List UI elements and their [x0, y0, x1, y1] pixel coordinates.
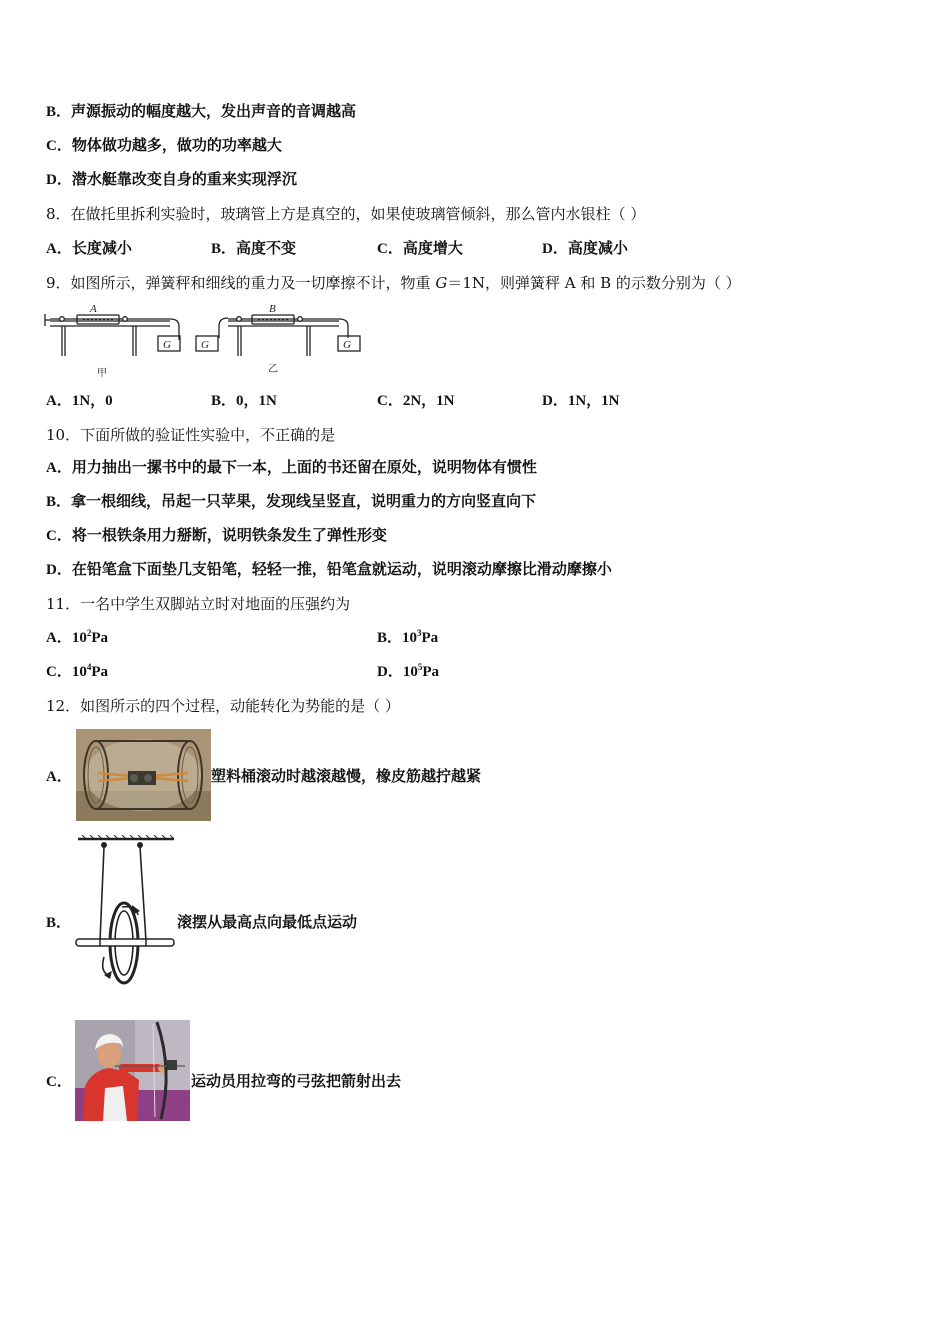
weight-g-label-1: G	[163, 339, 171, 351]
q10-stem: 10．下面所做的验证性实验中，不正确的是	[46, 426, 336, 444]
q9-option-d: D．1N，1N	[542, 393, 620, 409]
figure-yi-label: 乙	[268, 364, 278, 375]
q12-option-b-label: B．	[46, 915, 72, 931]
q9-option-b: B．0，1N	[211, 393, 277, 409]
q8-option-a: A．长度减小	[46, 241, 132, 257]
q10-option-c: C．将一根铁条用力掰断，说明铁条发生了弹性形变	[46, 528, 387, 544]
q8-option-b: B．高度不变	[211, 241, 297, 257]
scale-a-label: A	[90, 304, 97, 315]
q11-option-d: D．$10^5Pa$	[377, 662, 440, 680]
weight-g-label-2: G	[201, 339, 209, 351]
archer-image	[75, 1020, 190, 1121]
q11-option-a: A．$10^2Pa$	[46, 628, 109, 646]
q12-stem: 12．如图所示的四个过程，动能转化为势能的是（ ）	[46, 697, 400, 715]
rolling-bucket-image	[76, 729, 211, 821]
q12-option-a-text: 塑料桶滚动时越滚越慢，橡皮筋越拧越紧	[211, 769, 482, 785]
q12-option-b-text: 滚摆从最高点向最低点运动	[177, 915, 358, 931]
rolling-pendulum-image	[74, 835, 178, 987]
figure-jia-label: 甲	[97, 368, 107, 379]
weight-g-label-3: G	[343, 339, 351, 351]
q12-option-a-label: A．	[46, 769, 72, 785]
scale-b-label: B	[269, 304, 276, 315]
q8-option-c: C．高度增大	[377, 241, 463, 257]
q7-option-b: B．声源振动的幅度越大，发出声音的音调越高	[46, 104, 357, 120]
q7-option-d: D．潜水艇靠改变自身的重来实现浮沉	[46, 172, 297, 188]
q8-stem: 8．在做托里拆利实验时，玻璃管上方是真空的，如果使玻璃管倾斜，那么管内水银柱（ ）	[46, 205, 646, 223]
q9-option-a: A．1N，0	[46, 393, 113, 409]
spring-scale-figure	[42, 304, 372, 380]
q12-option-c-label: C．	[46, 1074, 72, 1090]
q11-option-c: C．$10^4Pa$	[46, 662, 109, 680]
q7-option-c: C．物体做功越多，做功的功率越大	[46, 138, 282, 154]
q10-option-d: D．在铅笔盒下面垫几支铅笔，轻轻一推，铅笔盒就运动，说明滚动摩擦比滑动摩擦小	[46, 562, 612, 578]
q11-option-b: B．$10^3Pa$	[377, 628, 439, 646]
q9-stem-var: G	[435, 274, 448, 292]
q9-stem-pre: 9．如图所示，弹簧秤和细线的重力及一切摩擦不计，物重	[46, 274, 436, 292]
q10-option-b: B．拿一根细线，吊起一只苹果，发现线呈竖直，说明重力的方向竖直向下	[46, 494, 537, 510]
q9-stem	[46, 273, 741, 293]
q8-option-d: D．高度减小	[542, 241, 628, 257]
q11-stem: 11．一名中学生双脚站立时对地面的压强约为	[46, 595, 351, 613]
q9-stem-post: ＝1N，则弹簧秤 A 和 B 的示数分别为（ ）	[447, 274, 741, 292]
q12-option-c-text: 运动员用拉弯的弓弦把箭射出去	[191, 1074, 402, 1090]
q10-option-a: A．用力抽出一摞书中的最下一本，上面的书还留在原处，说明物体有惯性	[46, 460, 537, 476]
q9-option-c: C．2N，1N	[377, 393, 455, 409]
